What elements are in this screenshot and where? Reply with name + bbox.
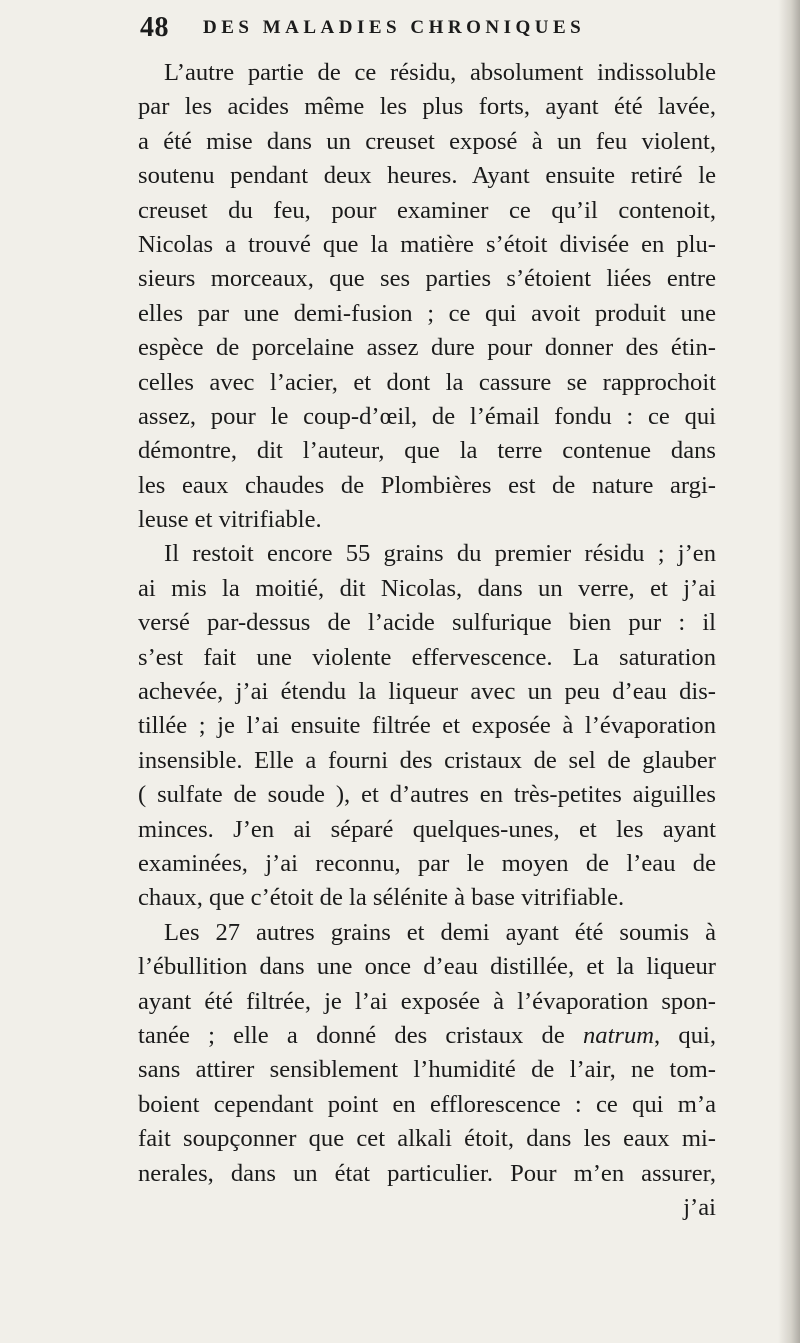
text-line: achevée, j’ai étendu la liqueur avec un peu d’eau dis- — [138, 678, 716, 706]
text-line: sieurs morceaux, que ses parties s’étoient liées entre — [138, 265, 716, 293]
text-line: démontre, dit l’auteur, que la terre contenue dans — [138, 437, 716, 465]
text-line: celles avec l’acier, et dont la cassure se rapprochoit — [138, 368, 716, 396]
text-line: L’autre partie de ce résidu, absolument indissoluble — [164, 59, 716, 86]
page-number: 48 — [140, 12, 169, 43]
running-head-title: DES MALADIES CHRONIQUES — [203, 17, 586, 38]
text-line: tillée ; je l’ai ensuite filtrée et exposée à l’évaporation — [138, 712, 716, 740]
text-line: s’est fait une violente effervescence. La saturation — [138, 643, 716, 671]
text-line: espèce de porcelaine assez dure pour donner des étin- — [138, 334, 716, 362]
text-line: minces. J’en ai séparé quelques-unes, et les ayant — [138, 815, 716, 843]
italic-term: natrum — [582, 1021, 655, 1049]
text-line: ayant été filtrée, je l’ai exposée à l’évaporation spon- — [138, 987, 716, 1015]
text-line: les eaux chaudes de Plombières est de nature argi- — [138, 471, 716, 499]
text-line: Nicolas a trouvé que la matière s’étoit divisée en plu- — [138, 230, 716, 258]
text-line: a été mise dans un creuset exposé à un feu violent, — [138, 127, 716, 155]
text-line: ( sulfate de soude ), et d’autres en très-petites aiguilles — [138, 781, 716, 809]
text-line: nerales, dans un état particulier. Pour m’en assurer, — [138, 1159, 716, 1187]
text-line: versé par-dessus de l’acide sulfurique bien pur : il — [138, 609, 716, 637]
text-line: creuset du feu, pour examiner ce qu’il contenoit, — [138, 196, 716, 224]
text-line: boient cependant point en efflorescence : ce qui m’a — [138, 1090, 716, 1118]
text-line: leuse et vitrifiable. — [138, 506, 322, 534]
text-line: l’ébullition dans une once d’eau distillée, et la liqueur — [138, 953, 716, 981]
text-line: Les 27 autres grains et demi ayant été soumis à — [164, 918, 716, 946]
text-line: chaux, que c’étoit de la sélénite à base vitrifiable. — [138, 884, 625, 912]
page-edge-shadow — [778, 0, 800, 1343]
text-line: insensible. Elle a fourni des cristaux de sel de glauber — [138, 746, 716, 774]
text-line: ai mis la moitié, dit Nicolas, dans un verre, et j’ai — [138, 574, 716, 602]
running-head — [140, 8, 660, 48]
body-text — [138, 56, 716, 1225]
text-line: assez, pour le coup-d’œil, de l’émail fondu : ce qui — [138, 402, 716, 430]
text-line: tanée ; elle a donné des cristaux de natrum, qui, — [138, 1021, 717, 1049]
text-line: examinées, j’ai reconnu, par le moyen de l’eau de — [138, 849, 716, 877]
text-line: Il restoit encore 55 grains du premier résidu ; j’en — [164, 540, 716, 568]
text-line: soutenu pendant deux heures. Ayant ensuite retiré le — [138, 162, 716, 190]
text-line: fait soupçonner que cet alkali étoit, dans les eaux mi- — [138, 1125, 716, 1153]
text-line: par les acides même les plus forts, ayant été lavée, — [138, 93, 716, 121]
text-line: sans attirer sensiblement l’humidité de l’air, ne tom- — [138, 1056, 716, 1084]
catchword: j’ai — [683, 1193, 716, 1221]
text-line: elles par une demi-fusion ; ce qui avoit produit une — [138, 299, 716, 327]
